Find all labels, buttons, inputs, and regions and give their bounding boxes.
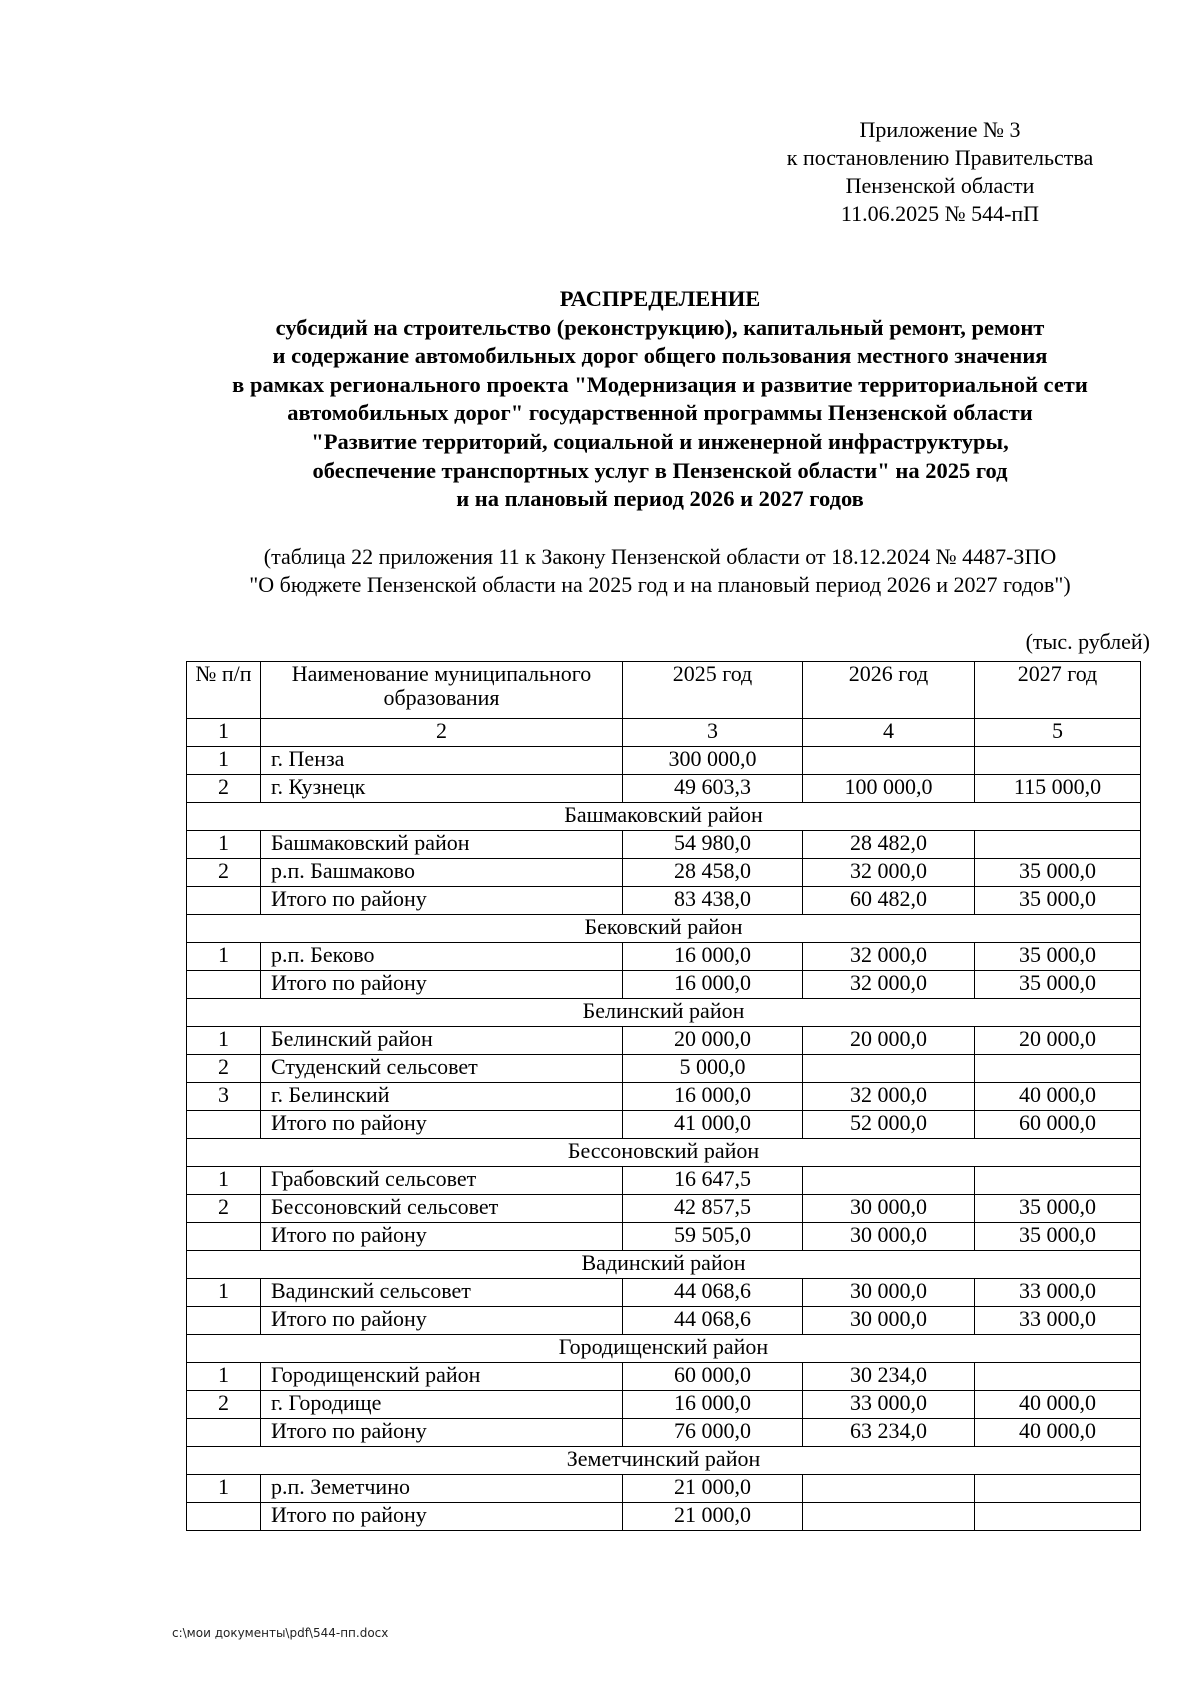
row-number <box>187 1223 261 1251</box>
value-2025: 60 000,0 <box>623 1363 803 1391</box>
district-group-row <box>187 999 1141 1027</box>
value-2025: 83 438,0 <box>623 887 803 915</box>
appendix-line: 11.06.2025 № 544-пП <box>840 201 1040 226</box>
table-row <box>187 1475 1141 1503</box>
row-number <box>187 971 261 999</box>
title-heading: РАСПРЕДЕЛЕНИЕ <box>559 286 761 311</box>
row-number: 1 <box>187 747 261 775</box>
header-2025: 2025 год <box>623 662 803 719</box>
row-number: 1 <box>187 1475 261 1503</box>
title-line: и содержание автомобильных дорог общего пользования местного значения <box>272 343 1048 369</box>
value-2025: 21 000,0 <box>623 1503 803 1531</box>
appendix-line: к постановлению Правительства <box>786 145 1094 170</box>
value-2025: 16 000,0 <box>623 971 803 999</box>
table-body <box>187 747 1141 1531</box>
value-2027: 35 000,0 <box>975 943 1141 971</box>
district-name: Вадинский район <box>187 1251 1141 1279</box>
value-2027: 20 000,0 <box>975 1027 1141 1055</box>
table-row <box>187 1279 1141 1307</box>
table-row <box>187 1027 1141 1055</box>
value-2026 <box>803 1475 975 1503</box>
value-2027: 40 000,0 <box>975 1419 1141 1447</box>
value-2026 <box>803 747 975 775</box>
value-2026: 32 000,0 <box>803 1083 975 1111</box>
municipality-name: г. Пенза <box>261 747 623 775</box>
value-2027: 33 000,0 <box>975 1279 1141 1307</box>
value-2026: 20 000,0 <box>803 1027 975 1055</box>
value-2025: 21 000,0 <box>623 1475 803 1503</box>
title-line: в рамках регионального проекта "Модернизация и развитие территориальной сети <box>232 371 1088 397</box>
row-number: 1 <box>187 1363 261 1391</box>
value-2025: 20 000,0 <box>623 1027 803 1055</box>
row-number: 2 <box>187 1195 261 1223</box>
municipality-name: Грабовский сельсовет <box>261 1167 623 1195</box>
source-reference <box>150 543 1170 599</box>
value-2027: 115 000,0 <box>975 775 1141 803</box>
table-row <box>187 859 1141 887</box>
value-2025: 16 000,0 <box>623 1391 803 1419</box>
municipality-name: Итого по району <box>261 1223 623 1251</box>
source-line: "О бюджете Пензенской области на 2025 год и на плановый период 2026 и 2027 годов") <box>249 572 1071 597</box>
value-2027 <box>975 1167 1141 1195</box>
table-row <box>187 1111 1141 1139</box>
row-number: 2 <box>187 1391 261 1419</box>
row-number: 1 <box>187 1167 261 1195</box>
table-row <box>187 1055 1141 1083</box>
source-line: (таблица 22 приложения 11 к Закону Пензенской области от 18.12.2024 № 4487-ЗПО <box>263 544 1057 569</box>
distribution-table <box>186 661 1141 1531</box>
municipality-name: р.п. Башмаково <box>261 859 623 887</box>
value-2027 <box>975 1055 1141 1083</box>
column-number: 2 <box>261 719 623 747</box>
value-2027 <box>975 831 1141 859</box>
row-number: 2 <box>187 859 261 887</box>
value-2026: 32 000,0 <box>803 943 975 971</box>
value-2025: 300 000,0 <box>623 747 803 775</box>
value-2027 <box>975 1475 1141 1503</box>
row-number: 1 <box>187 943 261 971</box>
table-row <box>187 887 1141 915</box>
row-number <box>187 887 261 915</box>
value-2027: 35 000,0 <box>975 859 1141 887</box>
row-number: 2 <box>187 775 261 803</box>
table-row <box>187 775 1141 803</box>
header-num: № п/п <box>187 662 261 719</box>
table-row <box>187 1223 1141 1251</box>
value-2026: 63 234,0 <box>803 1419 975 1447</box>
table-row <box>187 1167 1141 1195</box>
value-2026: 32 000,0 <box>803 859 975 887</box>
value-2027: 35 000,0 <box>975 1223 1141 1251</box>
table-header-row <box>187 662 1141 719</box>
column-number-row <box>187 719 1141 747</box>
title-line: обеспечение транспортных услуг в Пензенской области" на 2025 год <box>312 457 1008 483</box>
value-2025: 41 000,0 <box>623 1111 803 1139</box>
municipality-name: Бессоновский сельсовет <box>261 1195 623 1223</box>
district-group-row <box>187 1447 1141 1475</box>
municipality-name: р.п. Земетчино <box>261 1475 623 1503</box>
table-row <box>187 1195 1141 1223</box>
value-2027: 40 000,0 <box>975 1391 1141 1419</box>
value-2027 <box>975 747 1141 775</box>
header-2026: 2026 год <box>803 662 975 719</box>
value-2025: 44 068,6 <box>623 1307 803 1335</box>
municipality-name: Итого по району <box>261 1307 623 1335</box>
appendix-line: Пензенской области <box>845 173 1035 198</box>
district-name: Белинский район <box>187 999 1141 1027</box>
value-2025: 44 068,6 <box>623 1279 803 1307</box>
value-2025: 5 000,0 <box>623 1055 803 1083</box>
municipality-name: Итого по району <box>261 971 623 999</box>
district-name: Бессоновский район <box>187 1139 1141 1167</box>
district-name: Башмаковский район <box>187 803 1141 831</box>
title-line: и на плановый период 2026 и 2027 годов <box>456 486 864 512</box>
municipality-name: Студенский сельсовет <box>261 1055 623 1083</box>
municipality-name: г. Кузнецк <box>261 775 623 803</box>
appendix-line: Приложение № 3 <box>859 117 1021 142</box>
value-2025: 16 000,0 <box>623 943 803 971</box>
value-2027: 40 000,0 <box>975 1083 1141 1111</box>
title-line: автомобильных дорог" государственной программы Пензенской области <box>287 400 1033 426</box>
value-2027: 35 000,0 <box>975 1195 1141 1223</box>
value-2025: 28 458,0 <box>623 859 803 887</box>
value-2026: 33 000,0 <box>803 1391 975 1419</box>
table-row <box>187 1307 1141 1335</box>
value-2026 <box>803 1503 975 1531</box>
table-row <box>187 1083 1141 1111</box>
municipality-name: р.п. Беково <box>261 943 623 971</box>
municipality-name: Белинский район <box>261 1027 623 1055</box>
value-2027: 60 000,0 <box>975 1111 1141 1139</box>
municipality-name: Вадинский сельсовет <box>261 1279 623 1307</box>
district-name: Бековский район <box>187 915 1141 943</box>
table-row <box>187 971 1141 999</box>
district-group-row <box>187 915 1141 943</box>
municipality-name: Городищенский район <box>261 1363 623 1391</box>
value-2027 <box>975 1503 1141 1531</box>
value-2027: 35 000,0 <box>975 971 1141 999</box>
value-2025: 42 857,5 <box>623 1195 803 1223</box>
value-2026: 30 234,0 <box>803 1363 975 1391</box>
district-name: Земетчинский район <box>187 1447 1141 1475</box>
value-2026: 60 482,0 <box>803 887 975 915</box>
value-2025: 76 000,0 <box>623 1419 803 1447</box>
municipality-name: Итого по району <box>261 1111 623 1139</box>
table-row <box>187 747 1141 775</box>
municipality-name: г. Белинский <box>261 1083 623 1111</box>
row-number <box>187 1307 261 1335</box>
value-2027: 33 000,0 <box>975 1307 1141 1335</box>
district-group-row <box>187 1139 1141 1167</box>
table-row <box>187 831 1141 859</box>
table-row <box>187 1391 1141 1419</box>
value-2026: 32 000,0 <box>803 971 975 999</box>
value-2025: 16 647,5 <box>623 1167 803 1195</box>
municipality-name: Итого по району <box>261 1503 623 1531</box>
table-row <box>187 1363 1141 1391</box>
row-number: 1 <box>187 1027 261 1055</box>
value-2026: 30 000,0 <box>803 1223 975 1251</box>
row-number: 1 <box>187 1279 261 1307</box>
value-2027 <box>975 1363 1141 1391</box>
municipality-name: Итого по району <box>261 1419 623 1447</box>
row-number <box>187 1503 261 1531</box>
column-number: 4 <box>803 719 975 747</box>
value-2026 <box>803 1055 975 1083</box>
units-label: (тыс. рублей) <box>1025 629 1150 654</box>
district-group-row <box>187 803 1141 831</box>
value-2026: 30 000,0 <box>803 1307 975 1335</box>
municipality-name: Итого по району <box>261 887 623 915</box>
row-number: 3 <box>187 1083 261 1111</box>
row-number <box>187 1419 261 1447</box>
value-2025: 16 000,0 <box>623 1083 803 1111</box>
document-title <box>150 285 1170 514</box>
appendix-block <box>740 116 1140 228</box>
row-number: 2 <box>187 1055 261 1083</box>
header-name: Наименование муниципального образования <box>261 662 623 719</box>
municipality-name: Башмаковский район <box>261 831 623 859</box>
district-group-row <box>187 1335 1141 1363</box>
title-line: субсидий на строительство (реконструкцию), капитальный ремонт, ремонт <box>275 314 1045 340</box>
value-2026: 30 000,0 <box>803 1195 975 1223</box>
column-number: 3 <box>623 719 803 747</box>
district-name: Городищенский район <box>187 1335 1141 1363</box>
file-path-footer: c:\мои документы\pdf\544-пп.docx <box>172 1626 389 1640</box>
table-row <box>187 943 1141 971</box>
value-2025: 49 603,3 <box>623 775 803 803</box>
value-2026 <box>803 1167 975 1195</box>
value-2025: 54 980,0 <box>623 831 803 859</box>
title-line: "Развитие территорий, социальной и инженерной инфраструктуры, <box>311 428 1009 454</box>
table-row <box>187 1503 1141 1531</box>
value-2027: 35 000,0 <box>975 887 1141 915</box>
value-2025: 59 505,0 <box>623 1223 803 1251</box>
row-number: 1 <box>187 831 261 859</box>
municipality-name: г. Городище <box>261 1391 623 1419</box>
district-group-row <box>187 1251 1141 1279</box>
column-number: 1 <box>187 719 261 747</box>
value-2026: 52 000,0 <box>803 1111 975 1139</box>
value-2026: 100 000,0 <box>803 775 975 803</box>
header-2027: 2027 год <box>975 662 1141 719</box>
value-2026: 30 000,0 <box>803 1279 975 1307</box>
table-row <box>187 1419 1141 1447</box>
row-number <box>187 1111 261 1139</box>
column-number: 5 <box>975 719 1141 747</box>
value-2026: 28 482,0 <box>803 831 975 859</box>
